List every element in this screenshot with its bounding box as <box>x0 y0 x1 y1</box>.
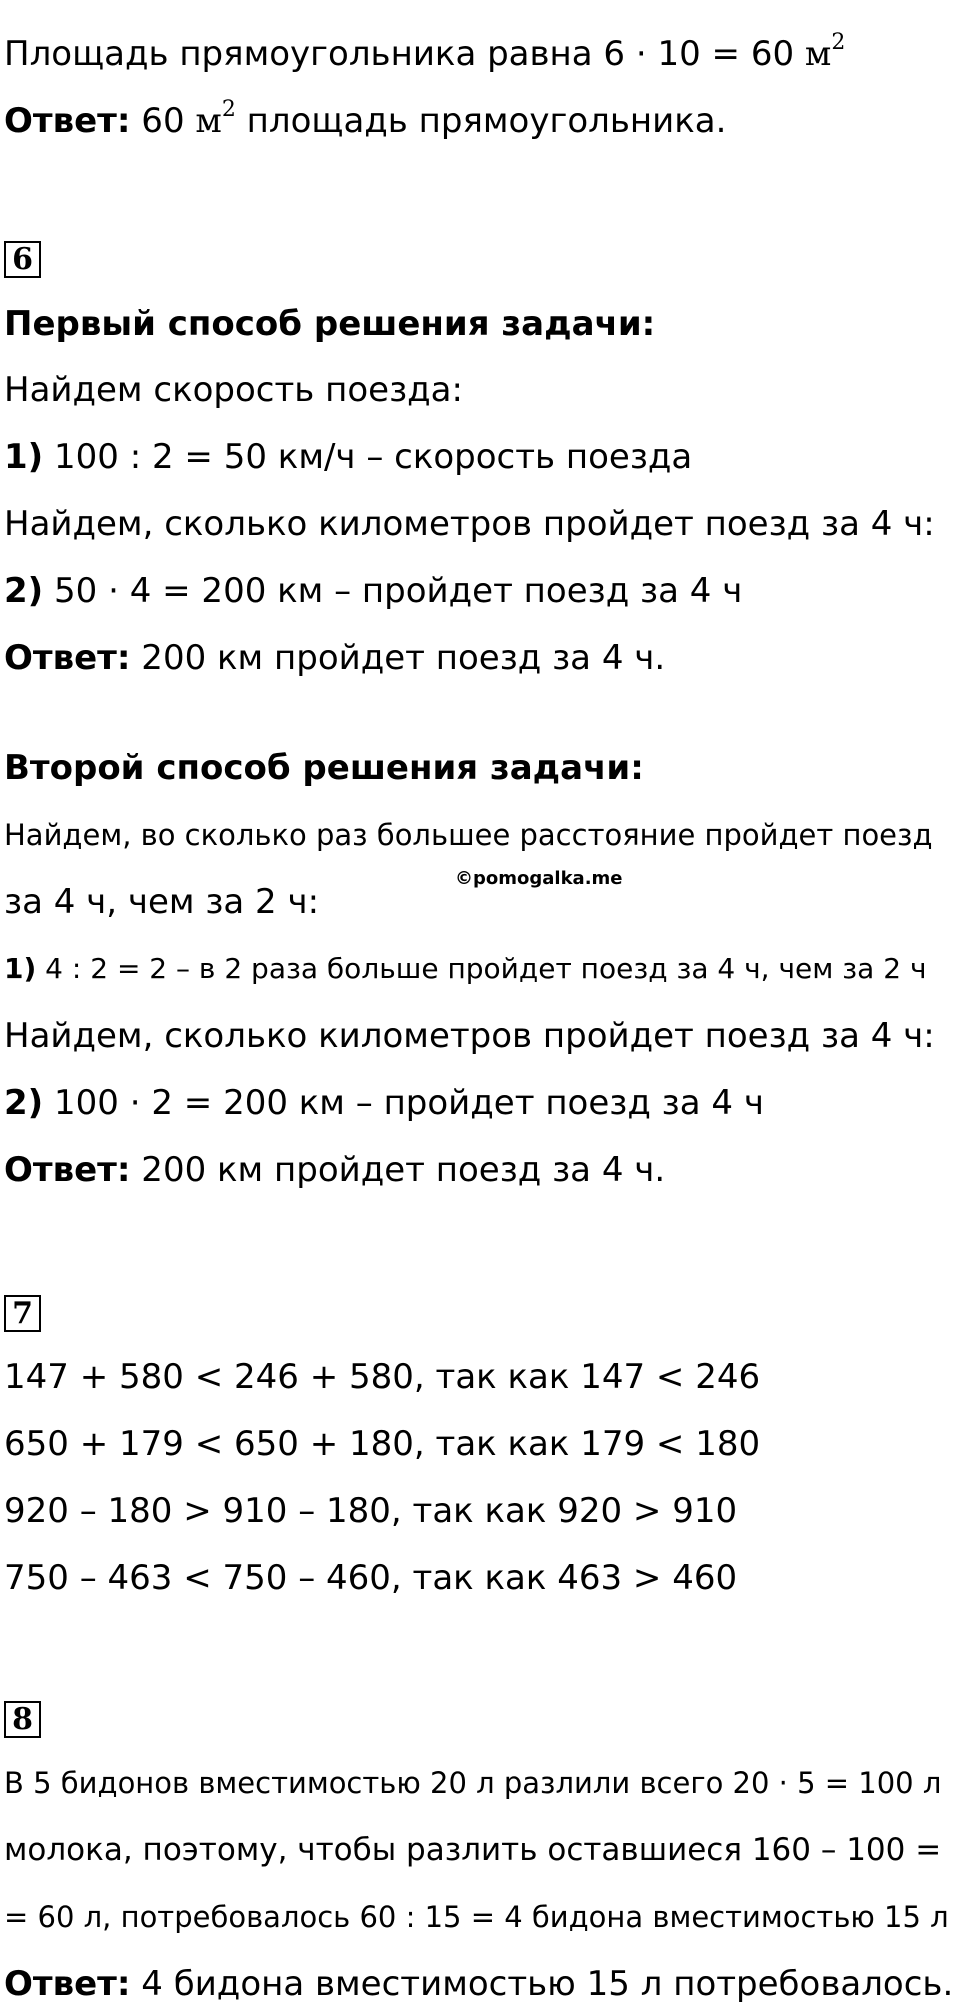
answer-text: 4 бидона вместимостью 15 л потребовалось. <box>130 1964 954 2004</box>
text: В 5 бидонов вместимостью 20 л разлили всего 20 · 5 = 100 л <box>4 1766 942 1800</box>
m1-line-2 <box>4 435 692 479</box>
text: Найдем скорость поезда: <box>4 370 463 410</box>
text: 100 · 2 = 200 км – пройдет поезд за 4 ч <box>43 1083 764 1123</box>
text: молока, поэтому, чтобы разлить оставшиеся 160 – 100 = <box>4 1832 942 1868</box>
text: 50 · 4 = 200 км – пройдет поезд за 4 ч <box>43 571 743 611</box>
answer-exponent: 2 <box>221 96 236 122</box>
area-line <box>4 29 846 76</box>
text: 4 : 2 = 2 – в 2 раза больше пройдет поезд за 4 ч, чем за 2 ч <box>36 952 927 985</box>
m1-line-4 <box>4 569 742 613</box>
m2-line-3 <box>4 947 926 991</box>
m2-line-4 <box>4 1014 935 1058</box>
answer-value: 60 <box>130 101 196 141</box>
task-number-7: 7 <box>4 1295 41 1332</box>
answer-label: Ответ: <box>4 101 131 141</box>
t8-answer <box>4 1962 953 2006</box>
task-number-8: 8 <box>4 1701 41 1738</box>
task-number-6: 6 <box>4 241 41 278</box>
m1-line-1 <box>4 368 463 412</box>
m2-line-5 <box>4 1081 764 1125</box>
t7-line-1: 147 + 580 < 246 + 580, так как 147 < 246 <box>4 1357 761 1397</box>
area-answer-line <box>4 96 727 143</box>
answer-label: Ответ: <box>4 1964 131 2004</box>
watermark: ©pomogalka.me <box>455 868 623 889</box>
lead: 1) <box>4 952 37 985</box>
method-1-title: Первый способ решения задачи: <box>4 304 656 344</box>
m2-answer <box>4 1148 665 1192</box>
answer-label: Ответ: <box>4 638 131 678</box>
text: за 4 ч, чем за 2 ч: <box>4 882 320 922</box>
answer-label: Ответ: <box>4 1150 131 1190</box>
m1-answer <box>4 636 665 680</box>
t8-line-2 <box>4 1828 941 1872</box>
m2-line-2 <box>4 880 319 924</box>
lead: 2) <box>4 571 44 611</box>
m1-line-3 <box>4 502 935 546</box>
t8-line-3 <box>4 1895 949 1939</box>
area-text: Площадь прямоугольника равна 6 · 10 = 60 <box>4 34 805 74</box>
t8-line-1 <box>4 1761 941 1805</box>
answer-text: 200 км пройдет поезд за 4 ч. <box>130 638 666 678</box>
m2-line-1 <box>4 813 933 857</box>
t7-line-4: 750 – 463 < 750 – 460, так как 463 > 460 <box>4 1558 738 1598</box>
t7-line-2: 650 + 179 < 650 + 180, так как 179 < 180 <box>4 1424 761 1464</box>
text: = 60 л, потребовалось 60 : 15 = 4 бидона вместимостью 15 л <box>4 1900 949 1934</box>
answer-text: 200 км пройдет поезд за 4 ч. <box>130 1150 666 1190</box>
answer-unit: м <box>195 101 222 141</box>
text: Найдем, во сколько раз большее расстояние пройдет поезд <box>4 818 933 852</box>
method-2-title: Второй способ решения задачи: <box>4 748 644 788</box>
text: 100 : 2 = 50 км/ч – скорость поезда <box>43 437 693 477</box>
answer-text: площадь прямоугольника. <box>235 101 727 141</box>
text: Найдем, сколько километров пройдет поезд за 4 ч: <box>4 504 935 544</box>
t7-line-3: 920 – 180 > 910 – 180, так как 920 > 910 <box>4 1491 738 1531</box>
area-exponent: 2 <box>831 29 846 55</box>
lead: 1) <box>4 437 44 477</box>
text: Найдем, сколько километров пройдет поезд за 4 ч: <box>4 1016 935 1056</box>
lead: 2) <box>4 1083 44 1123</box>
area-unit: м <box>804 34 832 74</box>
